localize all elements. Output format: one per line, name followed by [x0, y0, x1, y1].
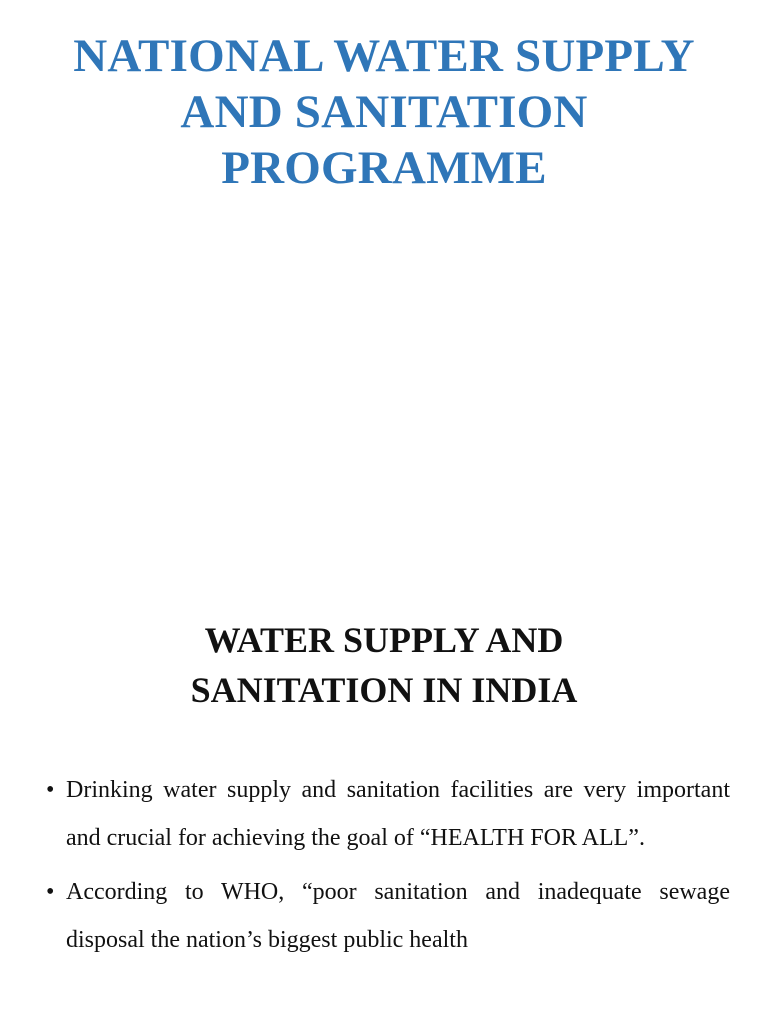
presentation-title: [0, 0, 768, 196]
presentation-title-line-1: NATIONAL WATER SUPPLY: [73, 30, 695, 82]
bullet-item: [46, 868, 730, 964]
bullet-item: [46, 766, 730, 862]
slide-heading: [0, 560, 768, 715]
presentation-title-line-3: PROGRAMME: [221, 142, 547, 194]
slide-heading-line-1: WATER SUPPLY AND: [204, 620, 564, 660]
slide-water-supply-india: [0, 560, 768, 1024]
bullet-list: [46, 766, 730, 970]
bullet-marker: •: [46, 777, 55, 803]
bullet-text: According to WHO, “poor sanitation and inadequate sewage disposal the nation’s biggest public health: [66, 879, 730, 953]
presentation-title-line-2: AND SANITATION: [180, 86, 588, 138]
bullet-marker: •: [46, 879, 55, 905]
slide-heading-line-2: SANITATION IN INDIA: [190, 670, 578, 710]
bullet-text: Drinking water supply and sanitation facilities are very important and crucial for achieving the goal of “HEALTH FOR ALL”.: [66, 777, 730, 851]
